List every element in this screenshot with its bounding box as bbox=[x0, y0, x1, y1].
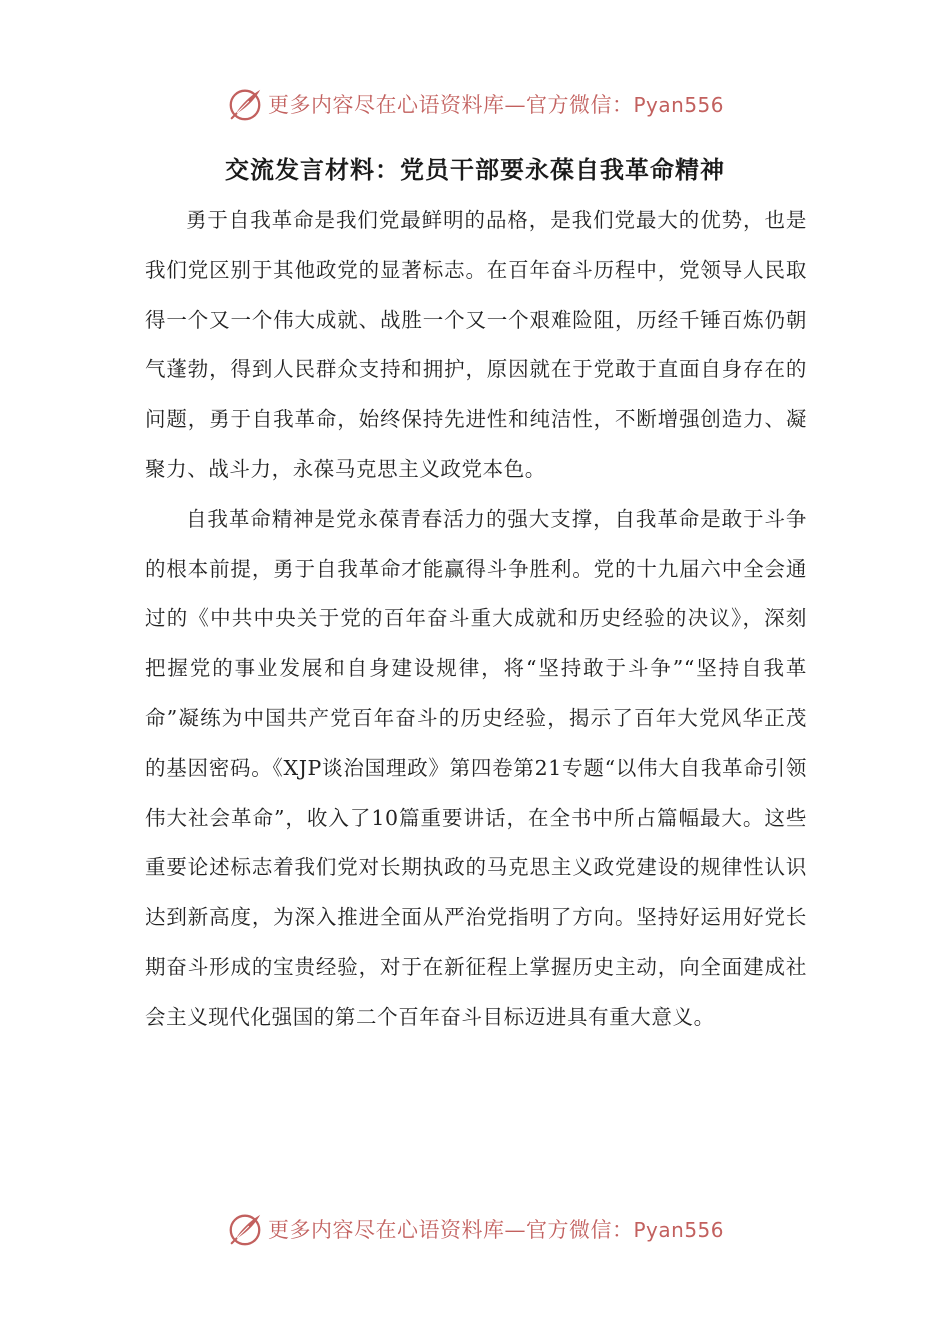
footer-banner bbox=[0, 1207, 950, 1251]
quill-pen-icon bbox=[226, 1210, 264, 1248]
header-banner bbox=[0, 82, 950, 126]
wechat-id: Pyan556 bbox=[633, 93, 724, 117]
document-title: 交流发言材料：党员干部要永葆自我革命精神 bbox=[225, 156, 725, 184]
banner-text bbox=[268, 1214, 724, 1244]
paragraph-1: 勇于自我革命是我们党最鲜明的品格，是我们党最大的优势，也是我们党区别于其他政党的显著标志。在百年奋斗历程中，党领导人民取得一个又一个伟大成就、战胜一个又一个艰难险阻，历经千锤百炼仍朝气蓬勃，得到人民群众支持和拥护，原因就在于党敢于直面自身存在的问题，勇于自我革命，始终保持先进性和纯洁性，不断增强创造力、凝聚力、战斗力，永葆马克思主义政党本色。 bbox=[145, 208, 807, 481]
wechat-id: Pyan556 bbox=[633, 1218, 724, 1242]
quill-pen-icon bbox=[226, 85, 264, 123]
paragraph-2: 自我革命精神是党永葆青春活力的强大支撑，自我革命是敢于斗争的根本前提，勇于自我革命才能赢得斗争胜利。党的十九届六中全会通过的《中共中央关于党的百年奋斗重大成就和历史经验的决议》，深刻把握党的事业发展和自身建设规律，将“坚持敢于斗争”“坚持自我革命”凝练为中国共产党百年奋斗的历史经验，揭示了百年大党风华正茂的基因密码。《XJP谈治国理政》第四卷第21专题“以伟大自我革命引领伟大社会革命”，收入了10篇重要讲话，在全书中所占篇幅最大。这些重要论述标志着我们党对长期执政的马克思主义政党建设的规律性认识达到新高度，为深入推进全面从严治党指明了方向。坚持好运用好党长期奋斗形成的宝贵经验，对于在新征程上掌握历史主动，向全面建成社会主义现代化强国的第二个百年奋斗目标迈进具有重大意义。 bbox=[145, 506, 807, 1029]
document-body bbox=[145, 196, 807, 1043]
banner-label: 更多内容尽在心语资料库—官方微信： bbox=[267, 1218, 634, 1242]
banner-text bbox=[268, 89, 724, 119]
banner-label: 更多内容尽在心语资料库—官方微信： bbox=[267, 93, 634, 117]
